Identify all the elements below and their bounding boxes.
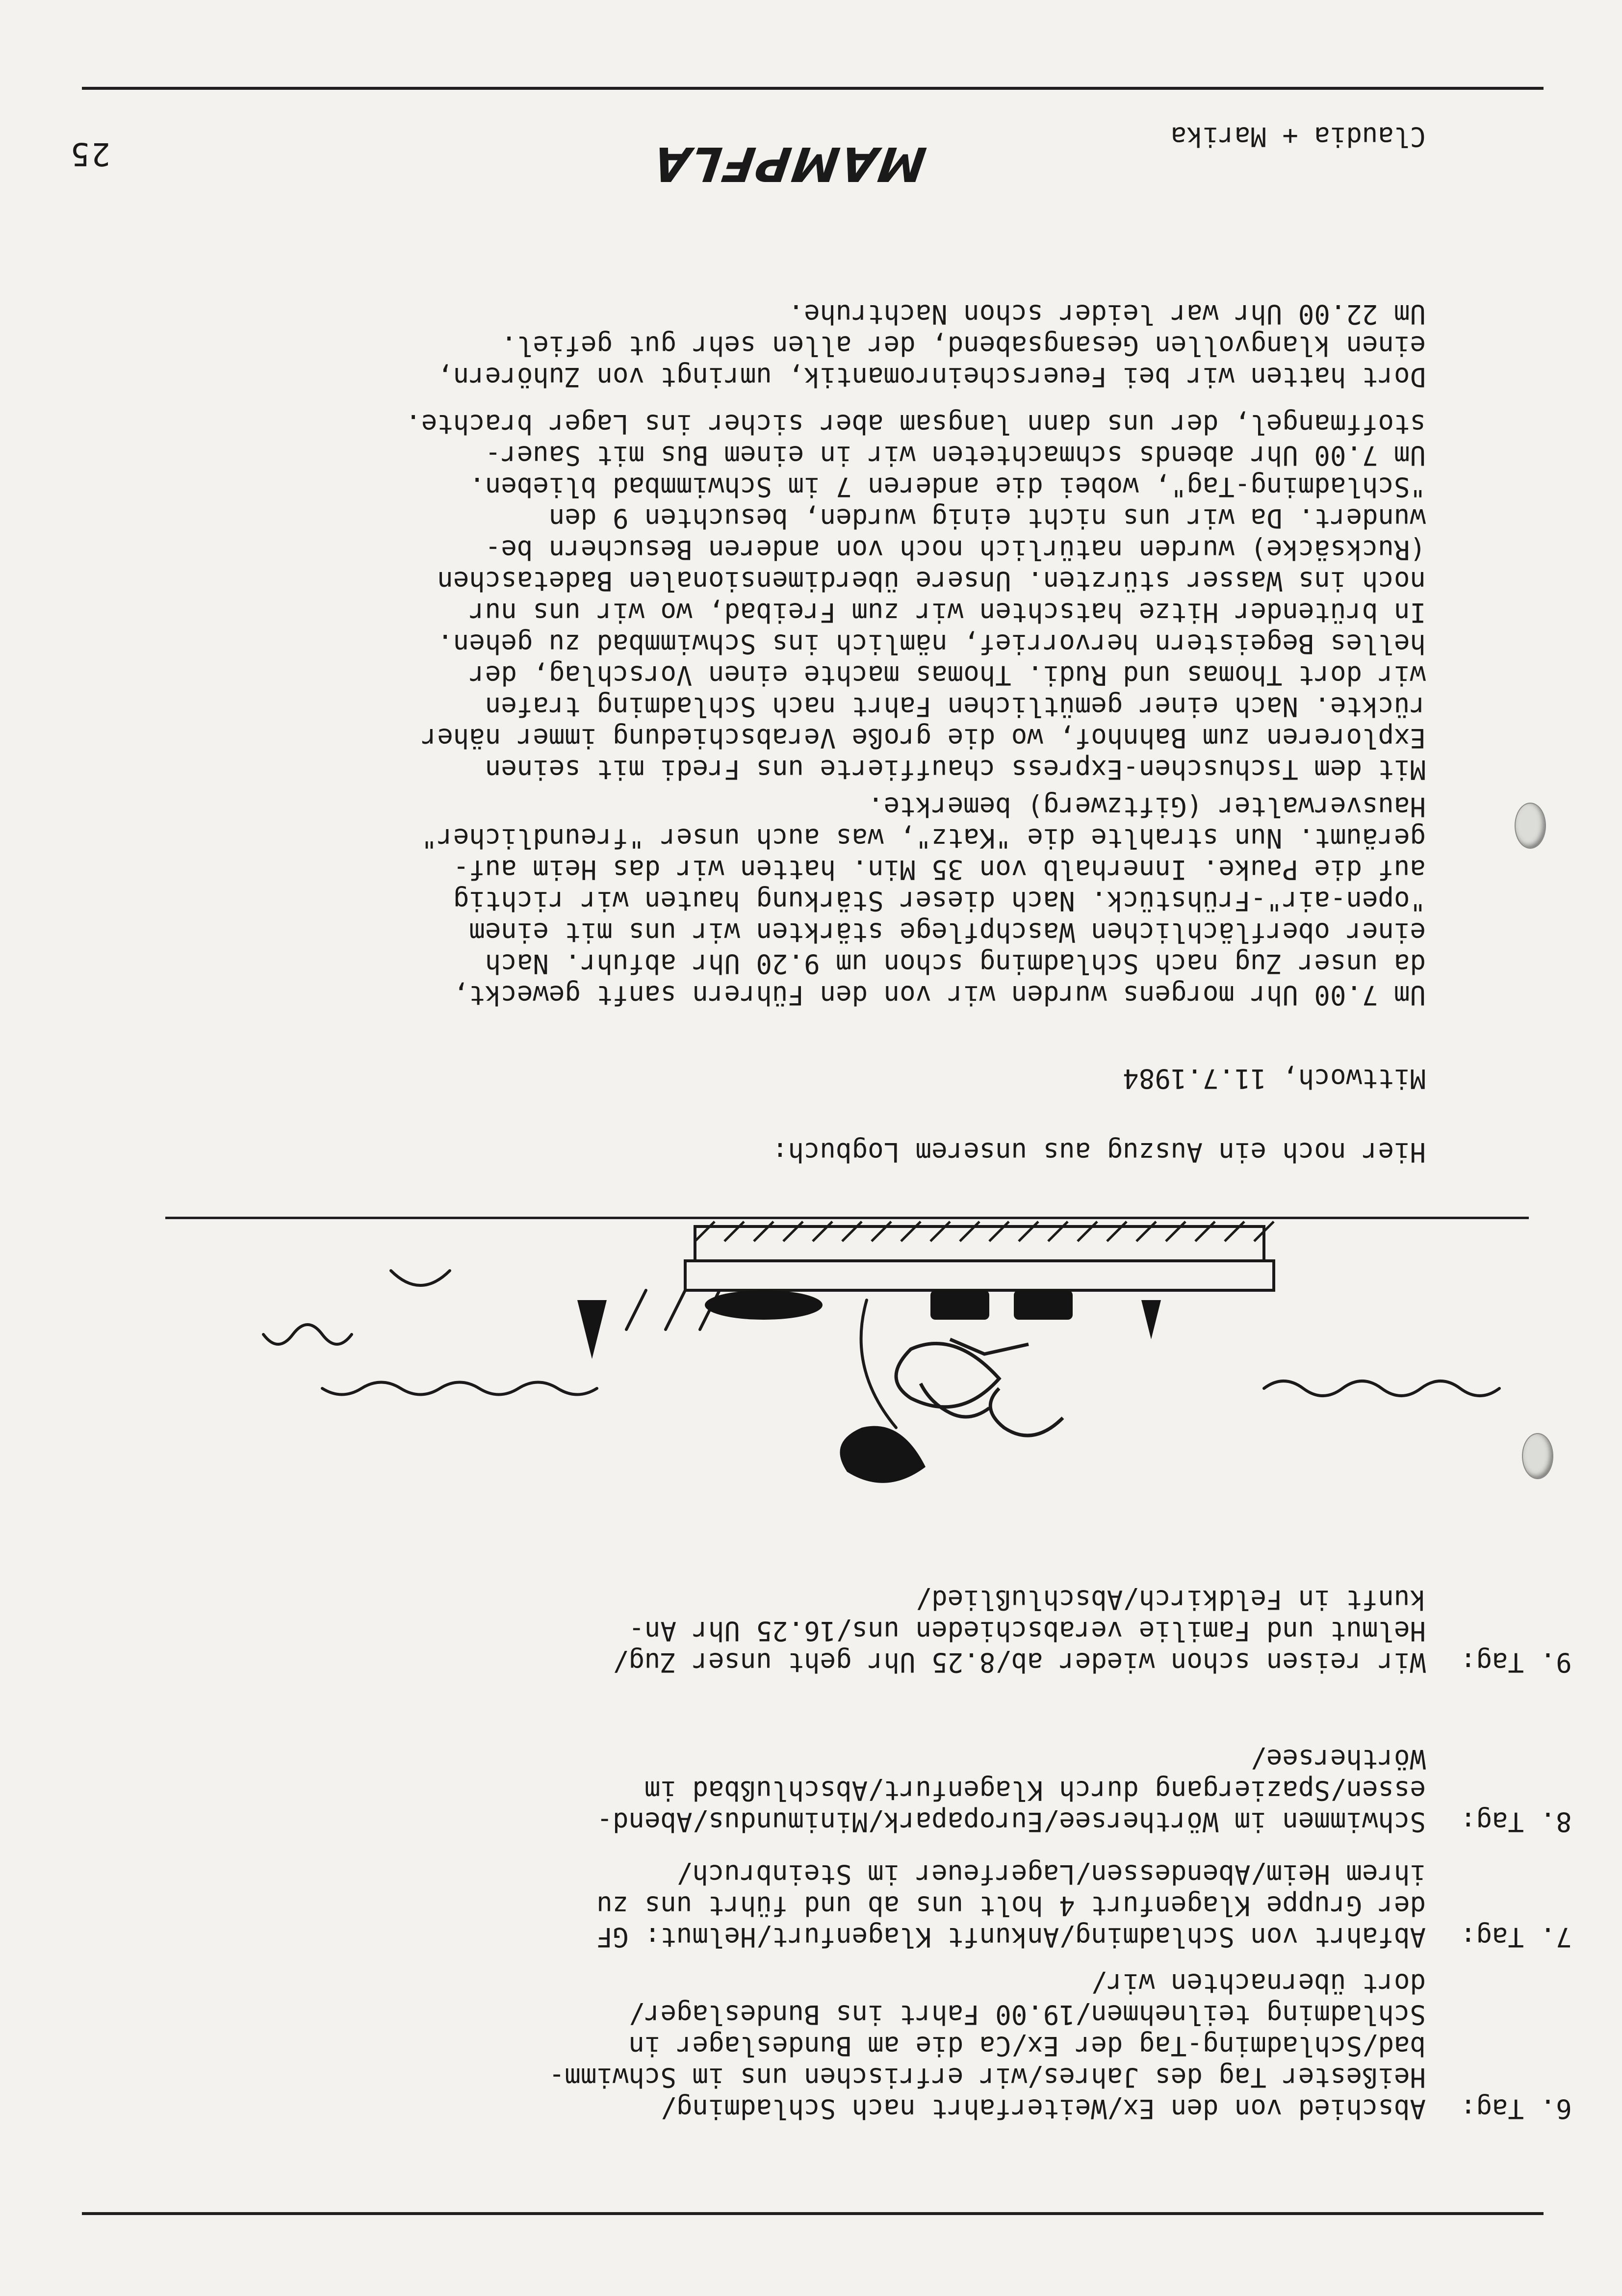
itinerary-day: 7. Tag: <box>1460 1922 1572 1953</box>
itinerary-day: 9. Tag: <box>1460 1647 1572 1678</box>
sketch-illustration <box>155 1212 1529 1565</box>
logbook-paragraph: Mit dem Tschuschen-Express chauffierte uns Fredi mit seinen Exploreren zum Bahnhof, wo die große Verabschiedung immer näher rückte. Nach einer gemütlichen Fahrt nach Schladming trafen wir dort Thomas und Rudi. Thomas machte einen Vorschlag, der helles Begeistern hervorrief, nämlich ins Schwimmbad zu gehen. In brütender Hitze hatschten wir zum Freibad, wo wir uns nur noch ins Wasser stürzten. Unsere überdimensionalen Badetaschen (Rucksäcke) wurden natürlich noch von anderen Besuchern be- wundert. Da wir uns nicht einig wurden, besuchten 9 den "Schladming-Tag", wobei die anderen 7 im Schwimmbad blieben. Um 7.00 Uhr abends schmachteten wir in einem Bus mit Sauer- stoffmangel, der uns dann langsam aber sicher ins Lager brachte. <box>405 409 1426 785</box>
logbook-paragraph: Dort hatten wir bei Feuerscheinromantik, umringt von Zuhörern, einen klangvollen Gesangsabend, der allen sehr gut gefiel. Um 22.00 Uhr war leider schon Nachtruhe. <box>437 299 1426 392</box>
header-rule <box>82 2212 1544 2215</box>
itinerary-day: 8. Tag: <box>1460 1806 1572 1837</box>
itinerary-text: Wir reisen schon wieder ab/8.25 Uhr geht unser Zug/ Helmut und Familie verabschieden uns/16.25 Uhr An- kunft in Feldkirch/Abschlußlied/ <box>612 1584 1426 1678</box>
itinerary-day: 6. Tag: <box>1460 2093 1572 2124</box>
itinerary-text: Schwimmen im Wörthersee/Europapark/Minimundus/Abend- essen/Spaziergang durch Klagenfurt/Abschlußbad im Wörthersee/ <box>596 1744 1426 1837</box>
logbook-intro: Hier noch ein Auszug aus unserem Logbuch: <box>772 1137 1426 1168</box>
itinerary-text: Abschied von den Ex/Weiterfahrt nach Schladming/ Heißester Tag des Jahres/wir erfrischen uns im Schwimm- bad/Schladming-Tag der Ex/Ca die am Bundeslager in Schladming teilnehmen/19.00 Fahrt ins Bundeslager/ dort übernachten wir/ <box>548 1968 1426 2124</box>
footer-rule <box>82 87 1544 90</box>
itinerary-text: Abfahrt von Schladming/Ankunft Klagenfurt/Helmut: GF der Gruppe Klagenfurt 4 holt uns ab und führt uns zu ihrem Heim/Abendessen/Lagerfeuer im Steinbruch/ <box>596 1859 1426 1953</box>
punch-hole <box>1522 1433 1553 1479</box>
page-number: 25 <box>69 135 111 172</box>
section-divider <box>165 1217 1529 1219</box>
logbook-paragraph: Um 7.00 Uhr morgens wurden wir von den Führern sanft geweckt, da unser Zug nach Schladming schon um 9.20 Uhr abfuhr. Nach einer oberflächlichen Waschpflege stärkten wir uns mit einem "open-air"-Frühstück. Nach dieser Stärkung hauten wir richtig auf die Pauke. Innerhalb von 35 Min. hatten wir das Heim auf- geräumt. Nun strahlte die "Katz", was auch unser "freundlicher" Hausverwalter (Giftzwerg) bemerkte. <box>421 791 1426 1011</box>
logbook-signature: Claudia + Marika <box>1170 121 1426 152</box>
magazine-logo: MAMPFLA <box>648 136 929 191</box>
logbook-date: Mittwoch, 11.7.1984 <box>1123 1063 1426 1094</box>
punch-hole <box>1515 803 1546 849</box>
